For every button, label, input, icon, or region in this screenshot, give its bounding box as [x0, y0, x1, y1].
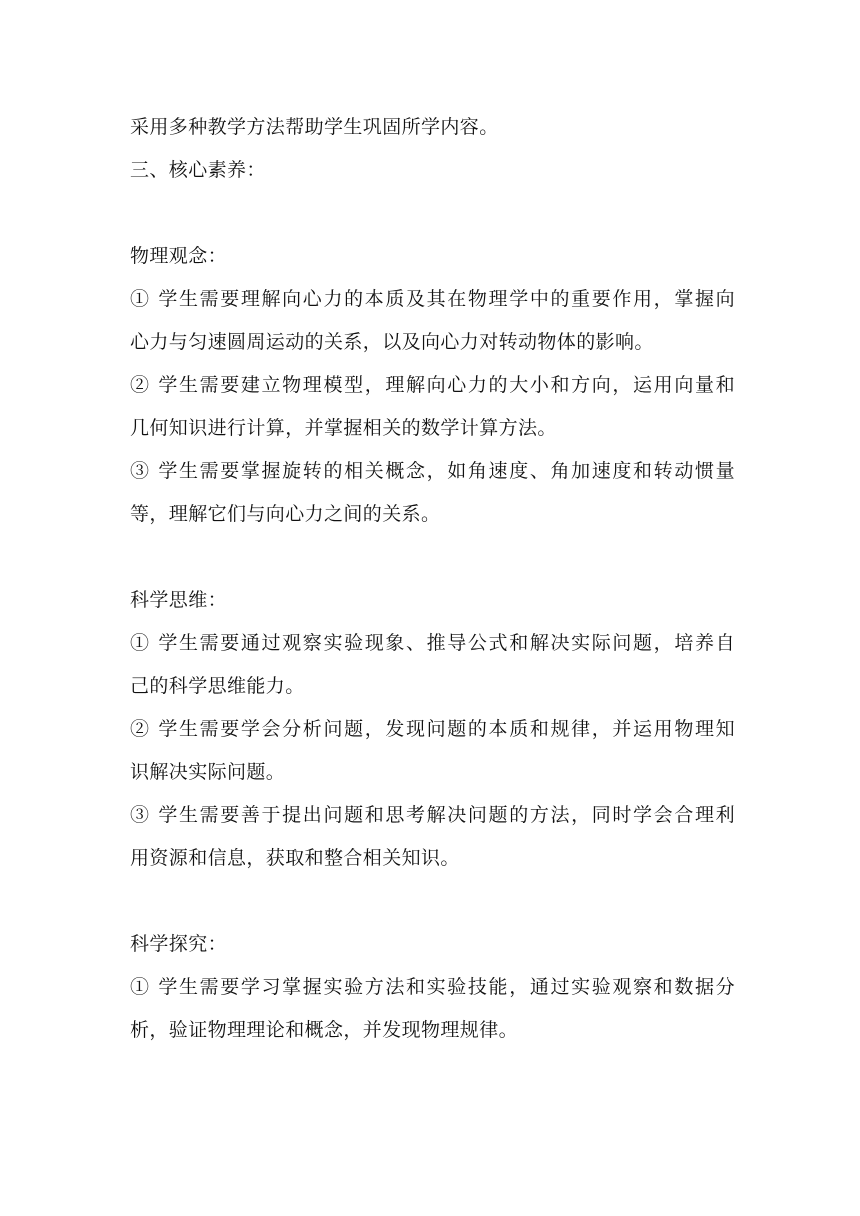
group-scientific-inquiry: [130, 927, 735, 1047]
group-physics-concept: [130, 239, 735, 531]
blank-line: [130, 196, 735, 239]
item-line: ① 学生需要通过观察实验现象、推导公式和解决实际问题，培养自: [130, 632, 735, 654]
intro-line: 采用多种教学方法帮助学生巩固所学内容。: [130, 116, 499, 138]
list-item: [130, 282, 735, 359]
list-item: [130, 454, 735, 531]
item-line: 等，理解它们与向心力之间的关系。: [130, 503, 441, 525]
group-heading: 科学探究：: [130, 933, 228, 955]
list-item: [130, 970, 735, 1047]
item-line: ③ 学生需要善于提出问题和思考解决问题的方法，同时学会合理利: [130, 804, 735, 826]
item-line: 己的科学思维能力。: [130, 675, 305, 697]
item-line: ② 学生需要学会分析问题，发现问题的本质和规律，并运用物理知: [130, 718, 735, 740]
document-body: [130, 110, 735, 1056]
section-heading: 三、核心素养：: [130, 159, 266, 181]
item-line: 识解决实际问题。: [130, 761, 286, 783]
group-scientific-thinking: [130, 583, 735, 875]
item-line: ① 学生需要理解向心力的本质及其在物理学中的重要作用，掌握向: [130, 288, 735, 310]
blank-line: [130, 540, 735, 583]
blank-line: [130, 884, 735, 927]
item-line: ① 学生需要学习掌握实验方法和实验技能，通过实验观察和数据分: [130, 976, 735, 998]
item-line: 几何知识进行计算，并掌握相关的数学计算方法。: [130, 417, 557, 439]
group-heading: 科学思维：: [130, 589, 228, 611]
item-line: 用资源和信息，获取和整合相关知识。: [130, 847, 460, 869]
list-item: [130, 626, 735, 703]
list-item: [130, 712, 735, 789]
list-item: [130, 798, 735, 875]
item-line: ③ 学生需要掌握旋转的相关概念，如角速度、角加速度和转动惯量: [130, 460, 735, 482]
group-heading: 物理观念：: [130, 245, 228, 267]
item-line: 心力与匀速圆周运动的关系，以及向心力对转动物体的影响。: [130, 331, 654, 353]
list-item: [130, 368, 735, 445]
item-line: ② 学生需要建立物理模型，理解向心力的大小和方向，运用向量和: [130, 374, 735, 396]
item-line: 析，验证物理理论和概念，并发现物理规律。: [130, 1019, 519, 1041]
